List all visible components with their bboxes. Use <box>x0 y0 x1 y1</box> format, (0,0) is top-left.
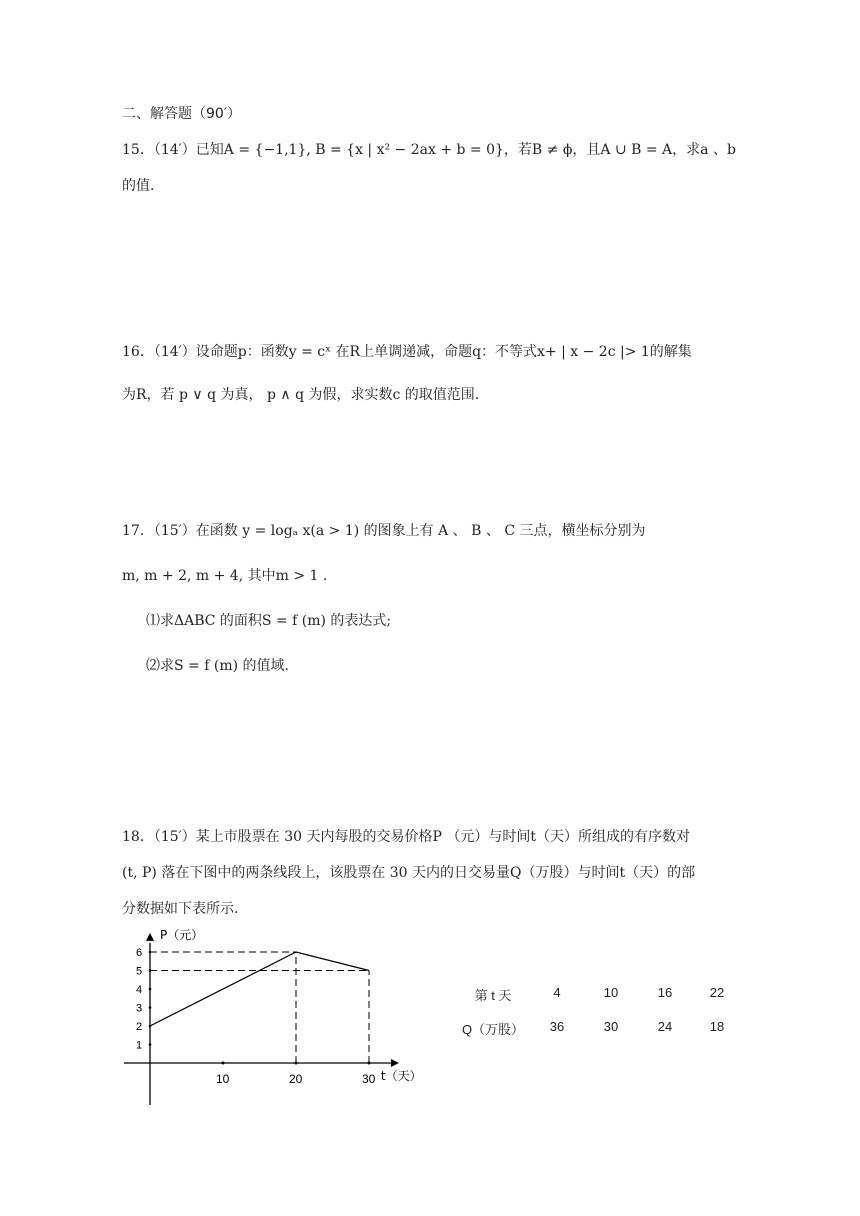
x-tick-label: 10 <box>216 1072 230 1086</box>
section-title: 二、解答题（90′） <box>122 106 241 122</box>
table-header-cell: 22 <box>709 985 725 1000</box>
y-axis-arrow <box>146 933 154 941</box>
question-15-line-1: 15．（14′）已知A = {−1,1}, B = {x | x² − 2ax + b = 0}，若B ≠ ϕ，且A ∪ B = A，求a 、b <box>122 142 736 158</box>
question-17-line-1: 17．（15′）在函数 y = logₐ x(a > 1) 的图象上有 A 、 B 、 C 三点，横坐标分别为 <box>122 523 646 539</box>
table-header-label: 第 t 天 <box>474 988 512 1003</box>
y-tick-label: 6 <box>136 947 143 959</box>
table-header-cell: 4 <box>553 985 561 1000</box>
x-tick-mark <box>222 1062 225 1065</box>
question-17-line-2: m, m + 2, m + 4, 其中m > 1 . <box>122 568 328 584</box>
x-axis-label: t（天） <box>380 1069 422 1083</box>
y-tick-mark <box>149 1043 152 1046</box>
question-18-line-3: 分数据如下表所示. <box>122 901 239 917</box>
table-header-cell: 10 <box>603 985 619 1000</box>
y-tick-label: 1 <box>136 1039 143 1052</box>
table-header-cell: 16 <box>657 985 673 1000</box>
table-data-cell: 24 <box>657 1019 673 1034</box>
table-header-row <box>458 985 758 1019</box>
table-data-cell: 30 <box>603 1019 619 1034</box>
question-18-line-2: (t, P) 落在下图中的两条线段上，该股票在 30 天内的日交易量Q（万股）与时间t（天）的部 <box>122 865 696 881</box>
question-15-line-2: 的值. <box>122 178 155 194</box>
y-tick-label: 3 <box>136 1002 143 1015</box>
table-row-label: Q（万股） <box>461 1022 525 1037</box>
table-data-row <box>458 1019 758 1053</box>
x-tick-label: 30 <box>362 1072 376 1086</box>
table-data-cell: 36 <box>549 1019 565 1034</box>
question-17-part-2: ⑵求S = f (m) 的值域. <box>146 658 289 674</box>
y-tick-label: 5 <box>136 965 143 978</box>
y-tick-label: 2 <box>136 1021 143 1033</box>
table-data-cell: 18 <box>709 1019 725 1034</box>
x-tick-label: 20 <box>289 1072 303 1086</box>
question-18-line-1: 18．（15′）某上市股票在 30 天内每股的交易价格P （元）与时间t（天）所组成的有序数对 <box>122 829 691 845</box>
question-16-line-2: 为R，若 p ∨ q 为真， p ∧ q 为假，求实数c 的取值范围. <box>122 387 480 403</box>
y-tick-mark <box>149 1006 152 1009</box>
question-16-line-1: 16．（14′）设命题p：函数y = cˣ 在R上单调递减，命题q：不等式x+ | x − 2c |> 1的解集 <box>122 344 692 360</box>
question-17-part-1: ⑴求ΔABC 的面积S = f (m) 的表达式; <box>146 613 392 629</box>
price-time-graph <box>118 925 448 1110</box>
y-axis-label: P（元） <box>160 927 204 942</box>
y-tick-label: 4 <box>136 984 143 996</box>
price-line <box>150 952 369 1026</box>
volume-table <box>458 985 758 1053</box>
x-axis-arrow <box>391 1059 399 1067</box>
y-tick-mark <box>149 988 152 991</box>
